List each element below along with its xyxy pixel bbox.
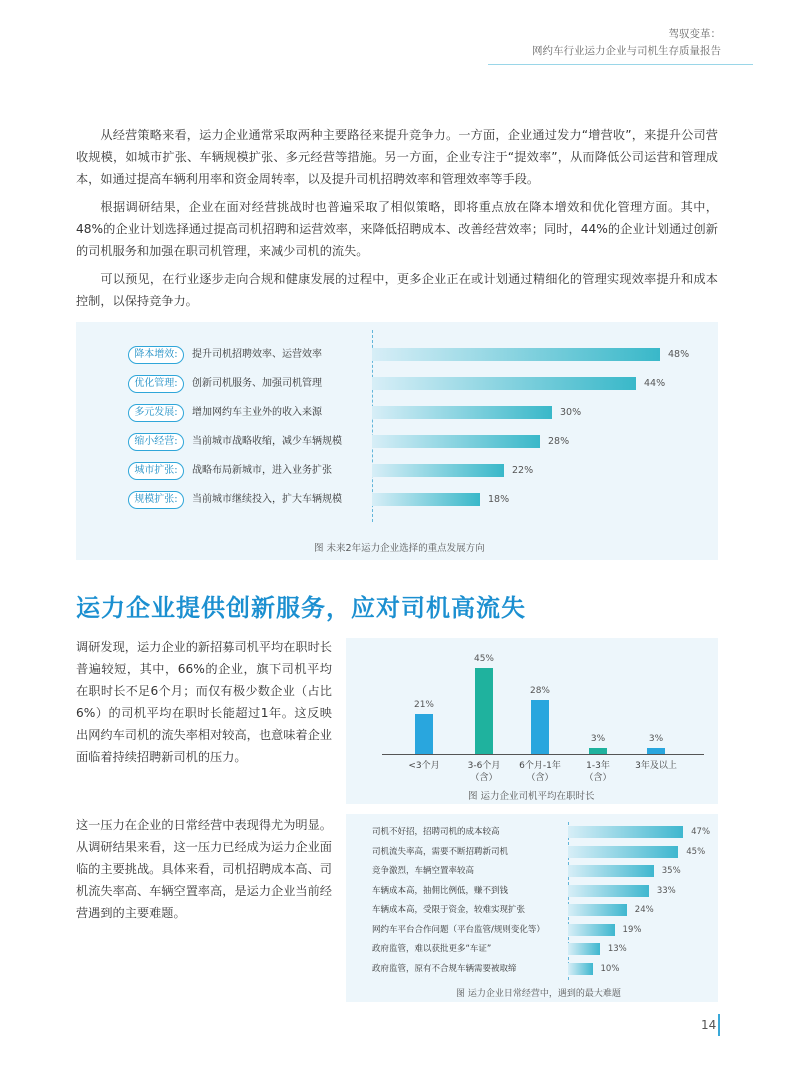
header-line-2: 网约车行业运力企业与司机生存质量报告 [532, 45, 721, 57]
tenure-value-label: 28% [529, 686, 550, 697]
difficulty-bar [568, 904, 627, 916]
strategy-value-label: 22% [512, 465, 534, 476]
strategy-chart-panel [76, 322, 718, 560]
strategy-tag: 缩小经营: [128, 433, 184, 451]
difficulty-value-label: 47% [691, 827, 711, 837]
difficulty-category-label: 政府监管，原有不合规车辆需要被取缔 [372, 963, 517, 974]
report-header [532, 26, 721, 60]
difficulty-bar [568, 865, 654, 877]
strategy-tag: 降本增效: [128, 346, 184, 364]
strategy-row [76, 404, 718, 422]
tenure-value-label: 21% [413, 699, 434, 710]
difficulty-value-label: 13% [607, 944, 627, 954]
strategy-row [76, 491, 718, 509]
tenure-chart-caption: 图 运力企业司机平均在职时长 [468, 791, 595, 802]
difficulty-value-label: 19% [622, 924, 642, 935]
page-number-bar [718, 1014, 720, 1036]
strategy-desc: 增加网约车主业外的收入来源 [192, 407, 322, 418]
tenure-category-label: 3年及以上 [635, 761, 677, 771]
strategy-chart-caption: 图 未来2年运力企业选择的重点发展方向 [314, 543, 485, 554]
difficulty-category-label: 竞争激烈，车辆空置率较高 [372, 866, 475, 876]
difficulty-value-label: 35% [661, 866, 681, 876]
tenure-category-label: 6个月-1年 （含） [519, 761, 561, 783]
paragraph-survey: 根据调研结果，企业在面对经营挑战时也普遍采取了相似策略，即将重点放在降本增效和优化管理方面。其中，48%的企业计划选择通过提高司机招聘和运营效率，来降低招聘成本、改善经营效率；同时，44%的企业计划通过创新的司机服务和加强在职司机管理，来减少司机的流失。 [76, 200, 718, 258]
strategy-desc: 提升司机招聘效率、运营效率 [192, 349, 322, 360]
strategy-value-label: 48% [668, 349, 690, 360]
difficulty-value-label: 45% [686, 846, 706, 857]
strategy-tag: 规模扩张: [128, 491, 184, 509]
difficulty-category-label: 司机流失率高，需要不断招聘新司机 [372, 846, 509, 857]
strategy-bar [372, 406, 552, 419]
strategy-value-label: 30% [560, 407, 582, 418]
difficulty-value-label: 33% [656, 885, 676, 896]
difficulty-value-label: 24% [634, 905, 654, 915]
difficulty-category-label: 网约车平台合作问题（平台监管/规则变化等） [372, 924, 545, 935]
difficulty-category-label: 司机不好招，招聘司机的成本较高 [372, 827, 500, 837]
difficulty-chart-panel [346, 814, 718, 1002]
tenure-category-label: 3-6个月 （含） [467, 761, 501, 783]
tenure-bar [531, 700, 549, 754]
strategy-tag: 城市扩张: [128, 462, 184, 480]
strategy-tag: 优化管理: [128, 375, 184, 393]
tenure-bar [475, 668, 493, 754]
difficulty-bar [568, 963, 593, 975]
difficulty-bar [568, 943, 600, 955]
strategy-desc: 当前城市继续投入，扩大车辆规模 [192, 494, 342, 505]
section-title: 运力企业提供创新服务，应对司机高流失 [76, 594, 526, 622]
strategy-bar [372, 435, 540, 448]
strategy-row [76, 462, 718, 480]
tenure-chart-panel [346, 638, 718, 804]
paragraph-strategy: 从经营策略来看，运力企业通常采取两种主要路径来提升竞争力。一方面，企业通过发力“增营收”，来提升公司营收规模，如城市扩张、车辆规模扩张、多元经营等措施。另一方面，企业专注于“提效率”，从而降低公司运营和管理成本，如通过提高车辆利用率和资金周转率，以及提升司机招聘效率和管理效率等手段。 [76, 128, 718, 186]
tenure-category-label: 1-3年 （含） [584, 761, 612, 783]
difficulty-chart-caption: 图 运力企业日常经营中，遇到的最大难题 [456, 989, 621, 999]
strategy-tag: 多元发展: [128, 404, 184, 422]
header-line-1: 驾驭变革： [668, 28, 721, 40]
tenure-baseline [382, 754, 704, 755]
tenure-value-label: 45% [473, 653, 494, 664]
paragraph-outlook: 可以预见，在行业逐步走向合规和健康发展的过程中，更多企业正在或计划通过精细化的管理实现效率提升和成本控制，以保持竞争力。 [76, 272, 718, 308]
paragraph-tenure: 调研发现，运力企业的新招募司机平均在职时长普遍较短，其中，66%的企业，旗下司机平均在职时长不足6个月；而仅有极少数企业（占比6%）的司机平均在职时长能超过1年。这反映出网约车司机的流失率相对较高，也意味着企业面临着持续招聘新司机的压力。 [76, 640, 332, 764]
strategy-desc: 当前城市战略收缩，减少车辆规模 [192, 436, 342, 447]
difficulty-bar [568, 846, 678, 858]
strategy-bar [372, 377, 636, 390]
header-divider [488, 64, 753, 65]
strategy-value-label: 28% [548, 436, 570, 447]
difficulty-bar [568, 885, 649, 897]
strategy-value-label: 44% [644, 378, 666, 389]
strategy-desc: 战略布局新城市，进入业务扩张 [192, 465, 332, 476]
strategy-bar [372, 493, 480, 506]
paragraph-challenges: 这一压力在企业的日常经营中表现得尤为明显。从调研结果来看，这一压力已经成为运力企业面临的主要挑战。具体来看，司机招聘成本高、司机流失率高、车辆空置率高，是运力企业当前经营遇到的主要难题。 [76, 818, 332, 920]
difficulty-category-label: 政府监管，难以获批更多“车证” [372, 944, 492, 954]
tenure-category-label: <3个月 [408, 761, 440, 771]
difficulty-bar [568, 924, 615, 936]
strategy-row [76, 433, 718, 451]
strategy-row [76, 346, 718, 364]
strategy-bar [372, 464, 504, 477]
strategy-value-label: 18% [488, 494, 510, 505]
tenure-bar [415, 714, 433, 754]
tenure-value-label: 3% [590, 734, 606, 745]
difficulty-category-label: 车辆成本高，受限于资金，较难实现扩张 [372, 905, 526, 915]
difficulty-value-label: 10% [600, 963, 620, 974]
difficulty-bar [568, 826, 683, 838]
strategy-row [76, 375, 718, 393]
strategy-bar [372, 348, 660, 361]
tenure-value-label: 3% [648, 734, 664, 745]
strategy-desc: 创新司机服务、加强司机管理 [192, 378, 322, 389]
page-number: 14 [701, 1018, 717, 1032]
difficulty-category-label: 车辆成本高，抽佣比例低，赚不到钱 [372, 885, 509, 896]
